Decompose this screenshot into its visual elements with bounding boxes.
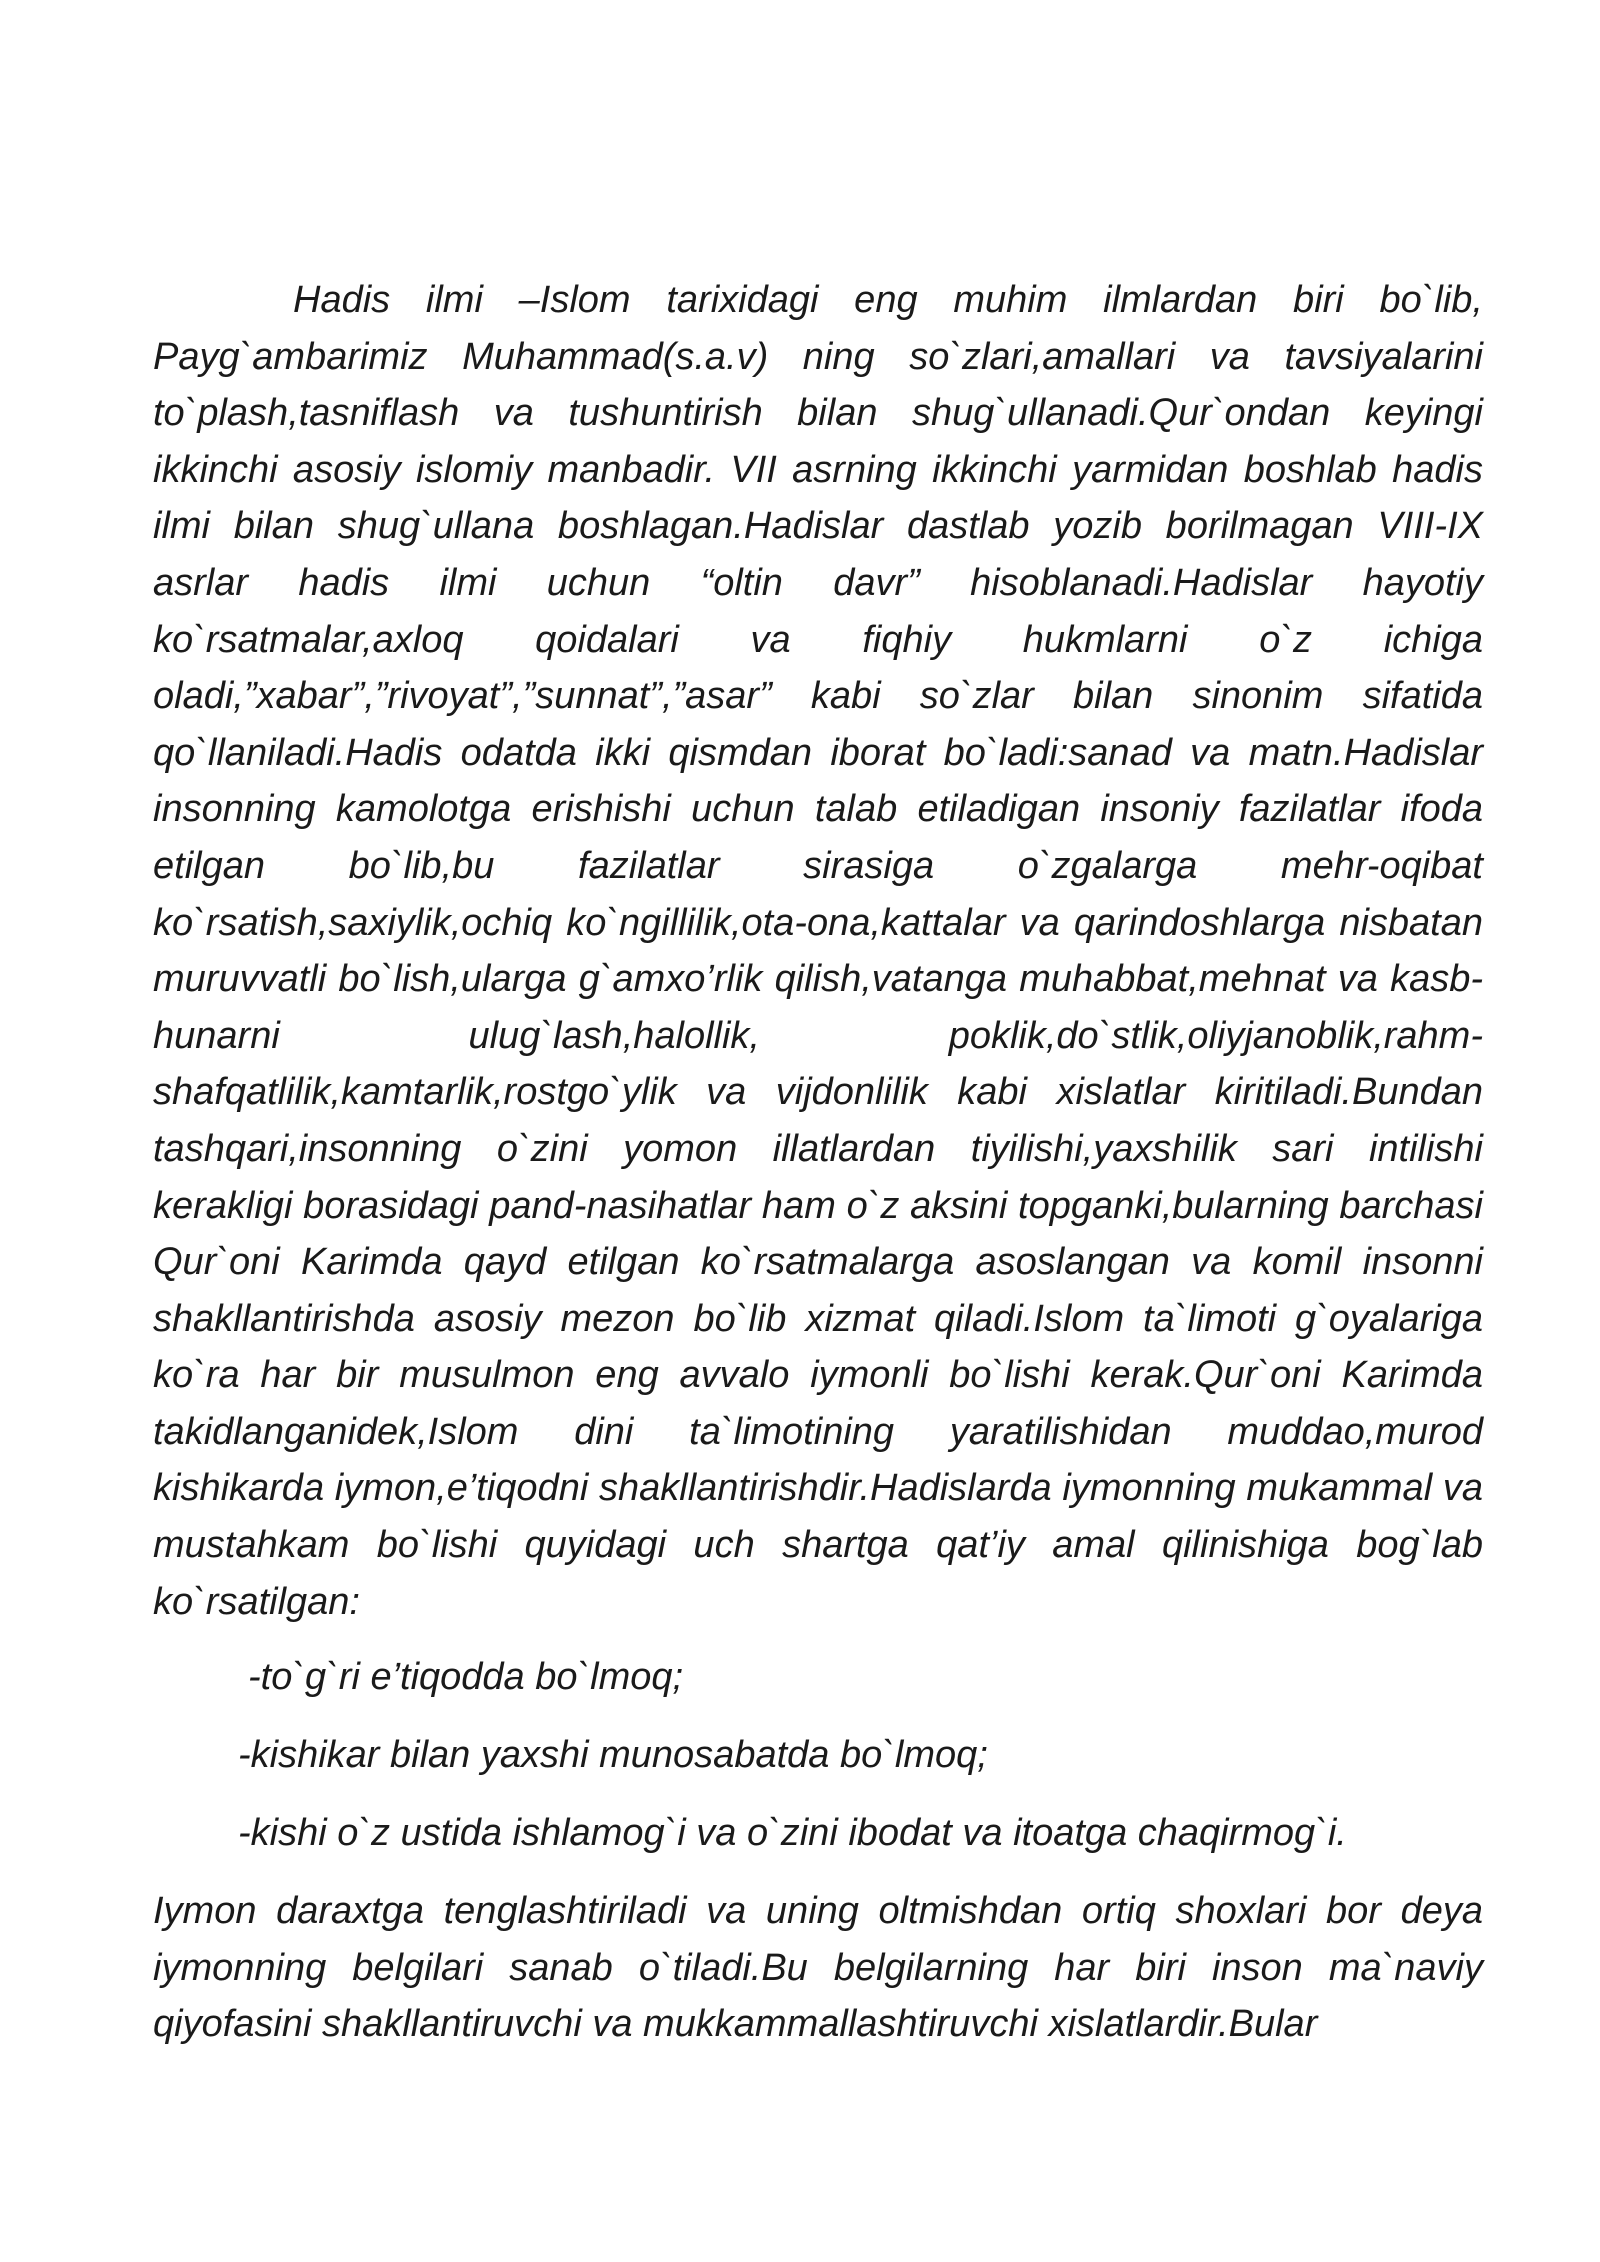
paragraph-hadis-ilmi: Hadis ilmi –Islom tarixidagi eng muhim ilmlardan biri bo`lib, Payg`ambarimiz Muhammad(s.a.v) ning so`zlari,amallari va tavsiyalarini to`plash,tasniflash va tushuntirish bilan shug`ullanadi.Qur`ondan keyingi ikkinchi asosiy islomiy manbadir. VII asrning ikkinchi yarmidan boshlab hadis ilmi bilan shug`ullana boshlagan.Hadislar dastlab yozib borilmagan VIII-IX asrlar hadis ilmi uchun “oltin davr” hisoblanadi.Hadislar hayotiy ko`rsatmalar,axloq qoidalari va fiqhiy hukmlarni o`z ichiga oladi,”xabar”,”rivoyat”,”sunnat”,”asar” kabi so`zlar bilan sinonim sifatida qo`llaniladi.Hadis odatda ikki qismdan iborat bo`ladi:sanad va matn.Hadislar insonning kamolotga erishishi uchun talab etiladigan insoniy fazilatlar ifoda etilgan bo`lib,bu fazilatlar sirasiga o`zgalarga mehr-oqibat ko`rsatish,saxiylik,ochiq ko`ngillilik,ota-ona,kattalar va qarindoshlarga nisbatan muruvvatli bo`lish,ularga g`amxo’rlik qilish,vatanga muhabbat,mehnat va kasb-hunarni ulug`lash,halollik, poklik,do`stlik,oliyjanoblik,rahm-shafqatlilik,kamtarlik,rostgo`ylik va vijdonlilik kabi xislatlar kiritiladi.Bundan tashqari,insonning o`zini yomon illatlardan tiyilishi,yaxshilik sari intilishi kerakligi borasidagi pand-nasihatlar ham o`z aksini topganki,bularning barchasi Qur`oni Karimda qayd etilgan ko`rsatmalarga asoslangan va komil insonni shakllantirishda asosiy mezon bo`lib xizmat qiladi.Islom ta`limoti g`oyalariga ko`ra har bir musulmon eng avvalo iymonli bo`lishi kerak.Qur`oni Karimda takidlanganidek,Islom dini ta`limotining yaratilishidan muddao,murod kishikarda iymon,e’tiqodni shakllantirishdir.Hadislarda iymonning mukammal va mustahkam bo`lishi quyidagi uch shartga qat’iy amal qilinishiga bog`lab ko`rsatilgan:	[153, 279, 1483, 1623]
document-body	[153, 272, 1483, 2053]
paragraph-iymon: Iymon daraxtga tenglashtiriladi va uning oltmishdan ortiq shoxlari bor deya iymonning belgilari sanab o`tiladi.Bu belgilarning har biri inson ma`naviy qiyofasini shakllantiruvchi va mukkammallashtiruvchi xislatlardir.Bular	[153, 1890, 1483, 2046]
list-item: -to`g`ri e’tiqodda bo`lmoq;	[248, 1656, 684, 1699]
list-item: -kishikar bilan yaxshi munosabatda bo`lmoq;	[238, 1734, 988, 1777]
list-item: -kishi o`z ustida ishlamog`i va o`zini ibodat va itoatga chaqirmog`i.	[238, 1812, 1347, 1855]
conditions-list	[153, 1649, 1483, 1861]
